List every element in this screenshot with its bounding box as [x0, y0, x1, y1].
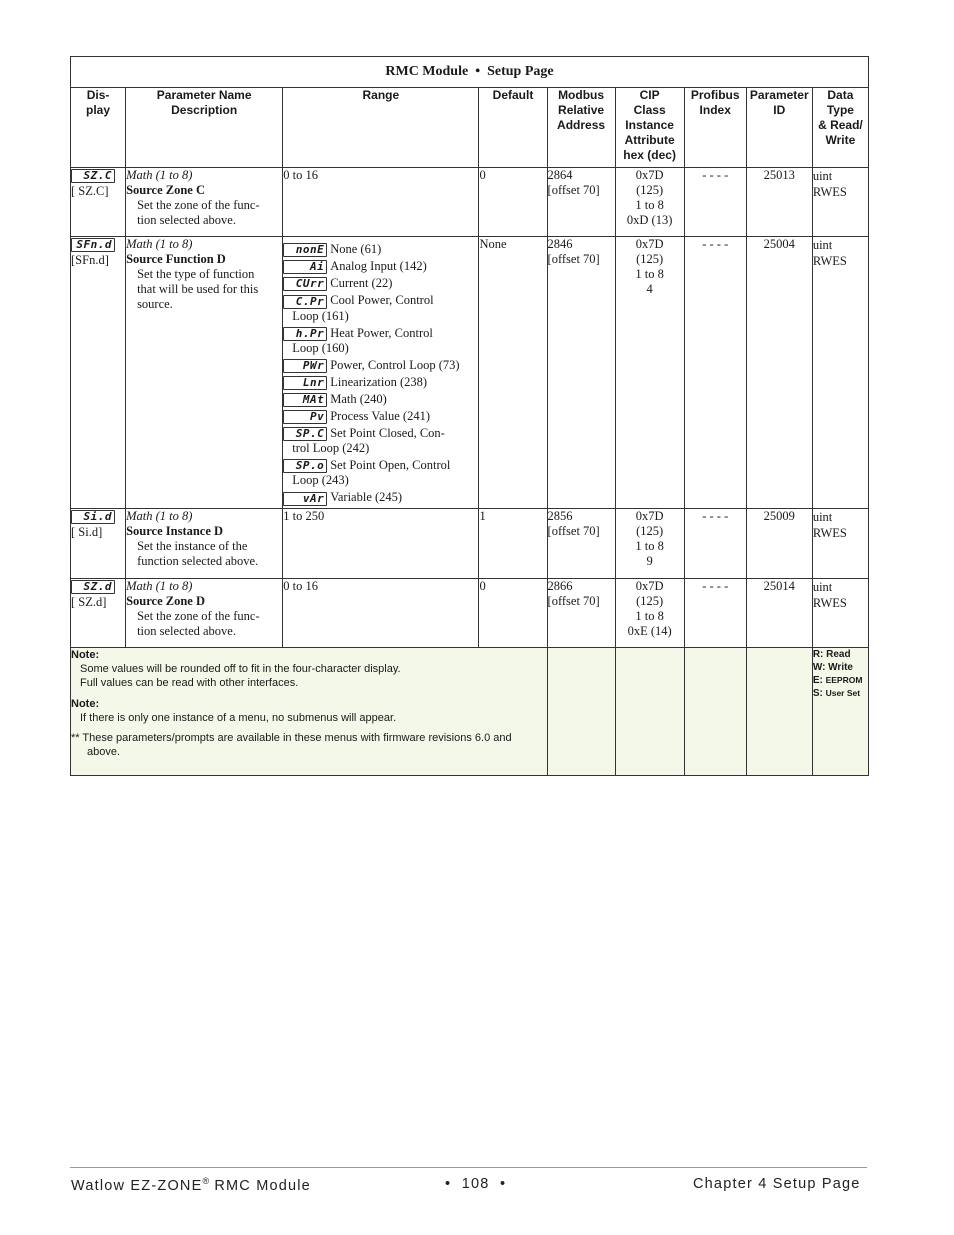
legend-user-set-key: S:	[812, 688, 823, 699]
parameter-name: Source Zone D	[126, 594, 205, 608]
legend-eeprom-key: E:	[812, 675, 823, 686]
header-display: Dis- play	[71, 88, 126, 168]
note-text: Some values will be rounded off to fit in the four-character display. Full values can be read with other interfaces.	[80, 663, 401, 689]
modbus-cell: 2866 [offset 70]	[547, 579, 615, 648]
math-range: Math (1 to 8)	[126, 509, 193, 523]
range-option	[283, 242, 478, 257]
display-text: [ SZ.C]	[71, 184, 109, 199]
param-id-cell: 25013	[746, 168, 812, 237]
option-label: Math (240)	[330, 391, 387, 406]
lcd-option-icon: CUrr	[283, 277, 327, 291]
range-option	[283, 409, 478, 424]
header-range: Range	[283, 88, 479, 168]
range-option	[283, 392, 478, 407]
registered-mark: ®	[202, 1176, 210, 1186]
data-type-cell: uint RWES	[812, 509, 868, 579]
notes-empty-cell	[684, 648, 746, 776]
option-label: Analog Input (142)	[330, 259, 427, 274]
option-label-continued: Loop (161)	[292, 308, 349, 323]
parameter-cell	[126, 509, 283, 579]
display-text: [ SZ.d]	[71, 595, 107, 610]
table-title: RMC Module • Setup Page	[71, 57, 869, 88]
cip-cell: 0x7D (125) 1 to 8 0xE (14)	[615, 579, 684, 648]
legend-user-set-value: User Set	[825, 688, 861, 698]
parameter-cell	[126, 168, 283, 237]
cip-cell: 0x7D (125) 1 to 8 0xD (13)	[615, 168, 684, 237]
note-text: If there is only one instance of a menu, no submenus will appear.	[80, 712, 397, 724]
data-type-cell: uint RWES	[812, 579, 868, 648]
legend-write: W: Write	[812, 662, 853, 673]
option-label-continued: trol Loop (242)	[292, 441, 370, 456]
header-data-type: Data Type & Read/ Write	[812, 88, 868, 168]
range-option	[283, 426, 478, 456]
range-option	[283, 375, 478, 390]
display-cell	[71, 237, 126, 509]
option-label: None (61)	[330, 242, 382, 256]
display-cell	[71, 509, 126, 579]
notes-row	[71, 648, 869, 776]
math-range: Math (1 to 8)	[126, 237, 193, 251]
option-label: Cool Power, Control	[330, 293, 434, 308]
range-cell: 0 to 16	[283, 168, 479, 237]
legend-eeprom-value: EEPROM	[825, 675, 863, 685]
option-label-continued: Loop (160)	[292, 340, 349, 355]
footer-divider	[70, 1167, 867, 1168]
data-type-cell: uint RWES	[812, 237, 868, 509]
profibus-cell: - - - -	[684, 237, 746, 509]
default-cell: 0	[479, 168, 547, 237]
lcd-option-icon: C.Pr	[283, 295, 327, 309]
header-parameter: Parameter Name Description	[126, 88, 283, 168]
page-number: • 108 •	[445, 1176, 507, 1192]
parameter-name: Source Zone C	[126, 183, 205, 197]
header-modbus: Modbus Relative Address	[547, 88, 615, 168]
parameter-description: Set the zone of the func- tion selected above.	[137, 609, 260, 638]
default-cell: 1	[479, 509, 547, 579]
profibus-cell: - - - -	[684, 168, 746, 237]
modbus-cell: 2856 [offset 70]	[547, 509, 615, 579]
header-profibus: Profibus Index	[684, 88, 746, 168]
notes-empty-cell	[746, 648, 812, 776]
lcd-option-icon: Ai	[283, 260, 327, 274]
lcd-display-icon: SZ.C	[71, 169, 115, 183]
footer-left	[71, 1176, 311, 1194]
header-param-id: Parameter ID	[746, 88, 812, 168]
note-heading: Note:	[71, 698, 100, 710]
cip-cell: 0x7D (125) 1 to 8 9	[615, 509, 684, 579]
range-option	[283, 326, 478, 356]
parameter-cell	[126, 237, 283, 509]
parameter-name: Source Function D	[126, 252, 226, 266]
display-cell	[71, 168, 126, 237]
table-row	[71, 237, 869, 509]
option-label: Current (22)	[330, 276, 393, 291]
note-heading: Note:	[71, 649, 100, 661]
lcd-option-icon: SP.C	[283, 427, 327, 441]
legend-read: R: Read	[812, 649, 851, 660]
display-text: [ Si.d]	[71, 525, 103, 540]
lcd-option-icon: Pv	[283, 410, 327, 424]
parameter-name: Source Instance D	[126, 524, 224, 538]
lcd-option-icon: MAt	[283, 393, 327, 407]
header-row	[71, 88, 869, 168]
option-label: Process Value (241)	[330, 409, 430, 423]
parameter-cell	[126, 579, 283, 648]
notes-empty-cell	[547, 648, 615, 776]
footer-chapter: Chapter 4 Setup Page	[693, 1176, 861, 1192]
range-option	[283, 259, 478, 274]
header-cip: CIP Class Instance Attribute hex (dec)	[615, 88, 684, 168]
table-row	[71, 168, 869, 237]
profibus-cell: - - - -	[684, 579, 746, 648]
range-cell: 1 to 250	[283, 509, 479, 579]
lcd-option-icon: h.Pr	[283, 327, 327, 341]
header-default: Default	[479, 88, 547, 168]
display-text: [SFn.d]	[71, 253, 109, 268]
range-cell	[283, 237, 479, 509]
lcd-option-icon: SP.o	[283, 459, 327, 473]
notes-cell	[71, 648, 548, 776]
data-type-cell: uint RWES	[812, 168, 868, 237]
firmware-note: ** These parameters/prompts are available in these menus with firmware revisions 6.0 and above.	[71, 732, 512, 758]
param-id-cell: 25009	[746, 509, 812, 579]
display-cell	[71, 579, 126, 648]
range-option	[283, 458, 478, 488]
footer-module: RMC Module	[209, 1177, 311, 1194]
modbus-cell: 2846 [offset 70]	[547, 237, 615, 509]
lcd-option-icon: vAr	[283, 492, 327, 506]
parameter-description: Set the zone of the func- tion selected above.	[137, 198, 260, 227]
option-label: Set Point Open, Control	[330, 458, 451, 473]
default-cell: None	[479, 237, 547, 509]
option-label: Linearization (238)	[330, 374, 428, 389]
rwes-legend	[812, 648, 868, 776]
legend-user-set	[813, 687, 868, 700]
range-option	[283, 490, 478, 505]
math-range: Math (1 to 8)	[126, 579, 193, 593]
parameter-description: Set the type of function that will be used for this source.	[137, 267, 259, 311]
range-option	[283, 358, 478, 373]
parameter-table	[70, 56, 869, 776]
option-label: Power, Control Loop (73)	[330, 357, 460, 372]
option-label-continued: Loop (243)	[292, 473, 349, 488]
option-label: Heat Power, Control	[330, 325, 433, 340]
lcd-display-icon: Si.d	[71, 510, 115, 524]
lcd-display-icon: SZ.d	[71, 580, 115, 594]
legend-eeprom	[813, 674, 868, 687]
lcd-display-icon: SFn.d	[71, 238, 115, 252]
param-id-cell: 25004	[746, 237, 812, 509]
range-option	[283, 276, 478, 291]
modbus-cell: 2864 [offset 70]	[547, 168, 615, 237]
default-cell: 0	[479, 579, 547, 648]
lcd-option-icon: nonE	[283, 243, 327, 257]
footer-product: Watlow EZ-ZONE	[71, 1177, 203, 1194]
notes-empty-cell	[615, 648, 684, 776]
math-range: Math (1 to 8)	[126, 168, 193, 182]
option-label: Set Point Closed, Con-	[330, 426, 445, 441]
param-id-cell: 25014	[746, 579, 812, 648]
cip-cell: 0x7D (125) 1 to 8 4	[615, 237, 684, 509]
profibus-cell: - - - -	[684, 509, 746, 579]
option-label: Variable (245)	[330, 490, 403, 505]
table-row	[71, 579, 869, 648]
table-row	[71, 509, 869, 579]
lcd-option-icon: Lnr	[283, 376, 327, 390]
lcd-option-icon: PWr	[283, 359, 327, 373]
range-cell: 0 to 16	[283, 579, 479, 648]
parameter-description: Set the instance of the function selected above.	[137, 539, 259, 568]
range-option	[283, 293, 478, 323]
